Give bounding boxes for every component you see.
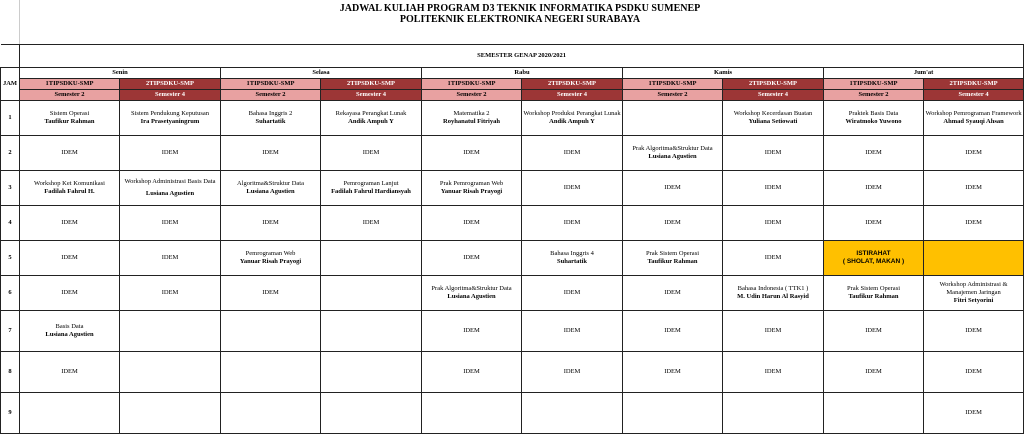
idem-cell: IDEM (723, 311, 824, 352)
course-name: Workshop Administrasi & Manajemen Jaringan (939, 281, 1008, 296)
schedule-cell (321, 171, 422, 206)
slot-row (1, 171, 1024, 206)
idem-cell: IDEM (723, 136, 824, 171)
empty-cell (321, 311, 422, 352)
lecturer-name: Lusiana Agustien (447, 293, 496, 300)
lecturer-name: Royhanatul Fitriyah (443, 118, 500, 125)
class-a-header: 1TIPSDKU-SMP (623, 79, 723, 90)
lecturer-name: Yanuar Risah Prayogi (440, 188, 503, 195)
idem-cell: IDEM (723, 241, 824, 276)
lecturer-name: Lusiana Agustien (45, 331, 94, 338)
idem-cell: IDEM (20, 206, 120, 241)
slot-row (1, 241, 1024, 276)
schedule-cell (824, 101, 924, 136)
semester-b-label: Semester 4 (723, 90, 824, 101)
course-name: Workshop Kecerdasan Buatan (733, 110, 813, 117)
idem-cell: IDEM (723, 171, 824, 206)
schedule-cell (522, 241, 623, 276)
semester-a-label: Semester 2 (422, 90, 522, 101)
semester-b-label: Semester 4 (924, 90, 1024, 101)
break-sublabel: ( SHOLAT, MAKAN ) (842, 258, 905, 265)
day-jumat: Jum'at (824, 68, 1024, 79)
course-name: Prak Algoritma&Struktur Data (431, 285, 512, 292)
course-name: Basis Data (55, 323, 84, 330)
empty-cell (120, 352, 221, 393)
lecturer-name: Yanuar Risah Prayogi (239, 258, 302, 265)
empty-cell (522, 393, 623, 434)
empty-cell (623, 101, 723, 136)
empty-cell (20, 393, 120, 434)
empty-cell (321, 241, 422, 276)
schedule-table (0, 44, 1024, 434)
idem-cell: IDEM (422, 136, 522, 171)
class-b-header: 2TIPSDKU-SMP (120, 79, 221, 90)
empty-cell (723, 393, 824, 434)
lecturer-name: Suhartatik (255, 118, 286, 125)
idem-cell: IDEM (20, 241, 120, 276)
idem-cell: IDEM (824, 136, 924, 171)
schedule-cell (422, 171, 522, 206)
lecturer-name: Fadilah Fahrul H. (44, 188, 95, 195)
empty-cell (120, 393, 221, 434)
semester-b-label: Semester 4 (120, 90, 221, 101)
schedule-cell (623, 241, 723, 276)
lecturer-name: Ahmad Syauqi Ahsan (943, 118, 1004, 125)
idem-cell: IDEM (321, 206, 422, 241)
idem-cell: IDEM (522, 276, 623, 311)
idem-cell: IDEM (20, 136, 120, 171)
idem-cell: IDEM (221, 136, 321, 171)
idem-cell: IDEM (422, 352, 522, 393)
slot-row (1, 311, 1024, 352)
course-name: Pemrograman Web (245, 250, 296, 257)
lecturer-name: Yuliana Setiowati (748, 118, 798, 125)
idem-cell: IDEM (924, 206, 1024, 241)
semester-a-label: Semester 2 (824, 90, 924, 101)
break-cell-filler (924, 241, 1024, 276)
semester-b-label: Semester 4 (321, 90, 422, 101)
break-cell (824, 241, 924, 276)
slot-number: 9 (1, 393, 20, 434)
class-a-header: 1TIPSDKU-SMP (824, 79, 924, 90)
slot-row (1, 206, 1024, 241)
slot-row (1, 136, 1024, 171)
schedule-cell (924, 101, 1024, 136)
idem-cell: IDEM (120, 241, 221, 276)
lecturer-name: M. Udin Harun Al Rasyid (737, 293, 809, 300)
idem-cell: IDEM (20, 276, 120, 311)
idem-cell: IDEM (623, 311, 723, 352)
empty-cell (824, 393, 924, 434)
class-a-header: 1TIPSDKU-SMP (20, 79, 120, 90)
course-name: Workshop Pemrograman Framework (925, 110, 1022, 117)
empty-cell (120, 311, 221, 352)
class-header-row (1, 79, 1024, 90)
schedule-cell (522, 101, 623, 136)
semester-title: SEMESTER GENAP 2020/2021 (20, 45, 1024, 68)
course-name: Workshop Ket Komunikasi (34, 180, 105, 187)
schedule-cell (422, 276, 522, 311)
lecturer-name: Ira Prasetyaningrum (140, 118, 200, 125)
idem-cell: IDEM (422, 311, 522, 352)
schedule-cell (422, 101, 522, 136)
schedule-cell (20, 311, 120, 352)
schedule-cell (221, 241, 321, 276)
day-rabu: Rabu (422, 68, 623, 79)
class-a-header: 1TIPSDKU-SMP (221, 79, 321, 90)
course-name: Prak Sistem Operasi (846, 285, 901, 292)
idem-cell: IDEM (522, 311, 623, 352)
course-name: Prak Pemrograman Web (439, 180, 504, 187)
empty-cell (623, 393, 723, 434)
course-name: Algoritma&Struktur Data (237, 180, 304, 187)
slot-number: 8 (1, 352, 20, 393)
semester-a-label: Semester 2 (623, 90, 723, 101)
schedule-cell (221, 171, 321, 206)
slot-number: 4 (1, 206, 20, 241)
course-name: Workshop Produksi Perangkat Lunak (523, 110, 621, 117)
slot-number: 5 (1, 241, 20, 276)
idem-cell: IDEM (824, 171, 924, 206)
course-name: Prak Sistem Operasi (645, 250, 700, 257)
break-label: ISTIRAHAT (856, 250, 891, 257)
slot-number: 6 (1, 276, 20, 311)
idem-cell: IDEM (221, 276, 321, 311)
lecturer-name: Lusiana Agustien (145, 190, 195, 197)
course-name: Sistem Pendukung Keputusan (131, 110, 209, 117)
lecturer-name: Fadilah Fahrul Hardiansyah (331, 188, 411, 195)
course-name: Rekayasa Perangkat Lunak (335, 110, 407, 117)
idem-cell: IDEM (120, 206, 221, 241)
day-senin: Senin (20, 68, 221, 79)
idem-cell: IDEM (623, 276, 723, 311)
idem-cell: IDEM (623, 171, 723, 206)
class-b-header: 2TIPSDKU-SMP (723, 79, 824, 90)
slot-number: 1 (1, 101, 20, 136)
page-title: JADWAL KULIAH PROGRAM D3 TEKNIK INFORMATIKA PSDKU SUMENEP (339, 3, 701, 14)
course-name: Sistem Operasi (49, 110, 90, 117)
idem-cell: IDEM (924, 311, 1024, 352)
empty-cell (221, 352, 321, 393)
page-subtitle: POLITEKNIK ELEKTRONIKA NEGERI SURABAYA (399, 14, 641, 25)
schedule-cell (924, 276, 1024, 311)
class-a-header: 1TIPSDKU-SMP (422, 79, 522, 90)
day-selasa: Selasa (221, 68, 422, 79)
empty-cell (221, 311, 321, 352)
idem-cell: IDEM (221, 206, 321, 241)
lecturer-name: Taufikur Rahman (44, 118, 95, 125)
slot-number: 2 (1, 136, 20, 171)
slot-row (1, 393, 1024, 434)
idem-cell: IDEM (924, 393, 1024, 434)
day-header-row (1, 68, 1024, 79)
day-kamis: Kamis (623, 68, 824, 79)
course-name: Bahasa Indonesia ( TTK1 ) (737, 285, 809, 292)
course-name: Bahasa Inggris 4 (550, 250, 594, 257)
lecturer-name: Lusiana Agustien (648, 153, 697, 160)
lecturer-name: Taufikur Rahman (848, 293, 899, 300)
lecturer-name: Fitri Setyorini (953, 297, 994, 304)
course-name: Bahasa Inggris 2 (248, 110, 293, 117)
lecturer-name: Andik Ampuh Y (348, 118, 394, 125)
schedule-cell (120, 171, 221, 206)
schedule-cell (824, 276, 924, 311)
schedule-cell (321, 101, 422, 136)
slot-number: 7 (1, 311, 20, 352)
lecturer-name: Lusiana Agustien (246, 188, 295, 195)
lecturer-name: Taufikur Rahman (647, 258, 698, 265)
idem-cell: IDEM (522, 171, 623, 206)
semester-label-row (1, 90, 1024, 101)
schedule-cell (623, 136, 723, 171)
slot-row (1, 101, 1024, 136)
slot-row (1, 352, 1024, 393)
course-name: Pemrograman Lanjut (343, 180, 399, 187)
idem-cell: IDEM (824, 352, 924, 393)
schedule-cell (20, 171, 120, 206)
idem-cell: IDEM (723, 206, 824, 241)
idem-cell: IDEM (924, 136, 1024, 171)
lecturer-name: Wiratmoko Yuwono (845, 118, 902, 125)
empty-cell (321, 352, 422, 393)
idem-cell: IDEM (924, 171, 1024, 206)
idem-cell: IDEM (623, 352, 723, 393)
jam-header: JAM (1, 68, 20, 101)
idem-cell: IDEM (824, 206, 924, 241)
idem-cell: IDEM (120, 276, 221, 311)
class-b-header: 2TIPSDKU-SMP (522, 79, 623, 90)
idem-cell: IDEM (924, 352, 1024, 393)
course-name: Prak Algoritma&Struktur Data (632, 145, 713, 152)
schedule-cell (20, 101, 120, 136)
idem-cell: IDEM (120, 136, 221, 171)
semester-b-label: Semester 4 (522, 90, 623, 101)
schedule-cell (723, 276, 824, 311)
slot-row (1, 276, 1024, 311)
semester-a-label: Semester 2 (20, 90, 120, 101)
schedule-cell (221, 101, 321, 136)
idem-cell: IDEM (321, 136, 422, 171)
course-name: Praktek Basis Data (848, 110, 899, 117)
idem-cell: IDEM (723, 352, 824, 393)
empty-cell (321, 393, 422, 434)
idem-cell: IDEM (623, 206, 723, 241)
class-b-header: 2TIPSDKU-SMP (924, 79, 1024, 90)
idem-cell: IDEM (422, 206, 522, 241)
semester-header-row (1, 45, 1024, 68)
lecturer-name: Suhartatik (557, 258, 587, 265)
semester-a-label: Semester 2 (221, 90, 321, 101)
idem-cell: IDEM (522, 352, 623, 393)
empty-cell (321, 276, 422, 311)
course-name: Workshop Administrasi Basis Data (124, 178, 216, 185)
slot-number: 3 (1, 171, 20, 206)
idem-cell: IDEM (20, 352, 120, 393)
lecturer-name: Andik Ampuh Y (549, 118, 595, 125)
schedule-cell (120, 101, 221, 136)
course-name: Matematika 2 (453, 110, 490, 117)
empty-cell (221, 393, 321, 434)
idem-cell: IDEM (824, 311, 924, 352)
idem-cell: IDEM (522, 136, 623, 171)
idem-cell: IDEM (422, 241, 522, 276)
class-b-header: 2TIPSDKU-SMP (321, 79, 422, 90)
idem-cell: IDEM (522, 206, 623, 241)
schedule-cell (723, 101, 824, 136)
empty-cell (422, 393, 522, 434)
